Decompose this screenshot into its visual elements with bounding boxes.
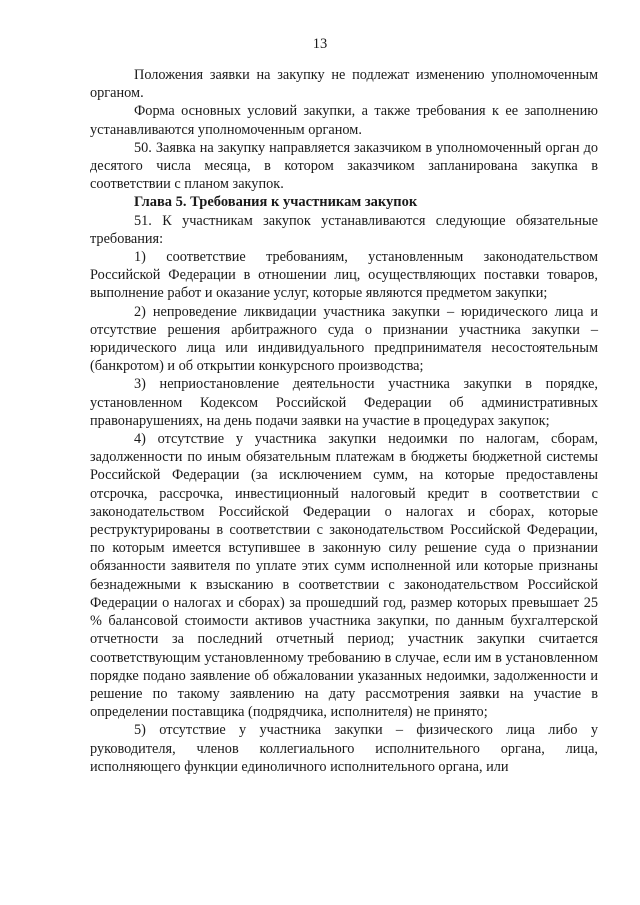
chapter-heading: Глава 5. Требования к участникам закупок	[134, 194, 418, 211]
list-item: 4) отсутствие у участника закупки недоимки по налогам, сборам, задолженности по иным обязательным платежам в бюджеты бюджетной системы Российской Федерации (за исключением сумм, на которые предоставлены отсрочка, рассрочка, инвестиционный налоговый кредит в соответствии с законодательством Российской Федерации о налогах и сборах, которые реструктурированы в соответствии с законодательством Российской Федерации, по которым имеется вступившее в законную силу решение суда о признании обязанности заявителя по уплате этих сумм исполненной или которые признаны безнадежными к взысканию в соответствии с законодательством Российской Федерации о налогах и сборах) за прошедший год, размер которых превышает 25 % балансовой стоимости активов участника закупки, по данным бухгалтерской отчетности за последний отчетный период; участник закупки считается соответствующим установленному требованию в случае, если им в установленном порядке подано заявление об обжаловании указанных недоимки, задолженности и решение по такому заявлению на дату рассмотрения заявки на участие в определении поставщика (подрядчика, исполнителя) не принято;	[90, 431, 598, 721]
page-number: 13	[312, 36, 328, 52]
paragraph: 50. Заявка на закупку направляется заказчиком в уполномоченный орган до десятого числа месяца, в котором заказчиком запланирована закупка в соответствии с планом закупок.	[90, 139, 598, 193]
paragraph: 51. К участникам закупок устанавливаются следующие обязательные требования:	[90, 212, 598, 247]
document-body	[90, 66, 598, 776]
paragraph: Форма основных условий закупки, а также требования к ее заполнению устанавливаются уполномоченным органом.	[90, 103, 598, 138]
list-item: 1) соответствие требованиям, установленным законодательством Российской Федерации в отношении лиц, осуществляющих поставки товаров, выполнение работ и оказание услуг, которые являются предметом закупки;	[90, 249, 598, 302]
paragraph: Положения заявки на закупку не подлежат изменению уполномоченным органом.	[90, 67, 598, 102]
list-item: 5) отсутствие у участника закупки – физического лица либо у руководителя, членов коллегиального исполнительного органа, лица, исполняющего функции единоличного исполнительного органа, или	[90, 722, 598, 775]
list-item: 3) неприостановление деятельности участника закупки в порядке, установленном Кодексом Российской Федерации об административных правонарушениях, на день подачи заявки на участие в процедурах закупок;	[90, 376, 598, 429]
list-item: 2) непроведение ликвидации участника закупки – юридического лица и отсутствие решения арбитражного суда о признании участника закупки – юридического лица или индивидуального предпринимателя несостоятельным (банкротом) и об открытии конкурсного производства;	[90, 303, 598, 375]
